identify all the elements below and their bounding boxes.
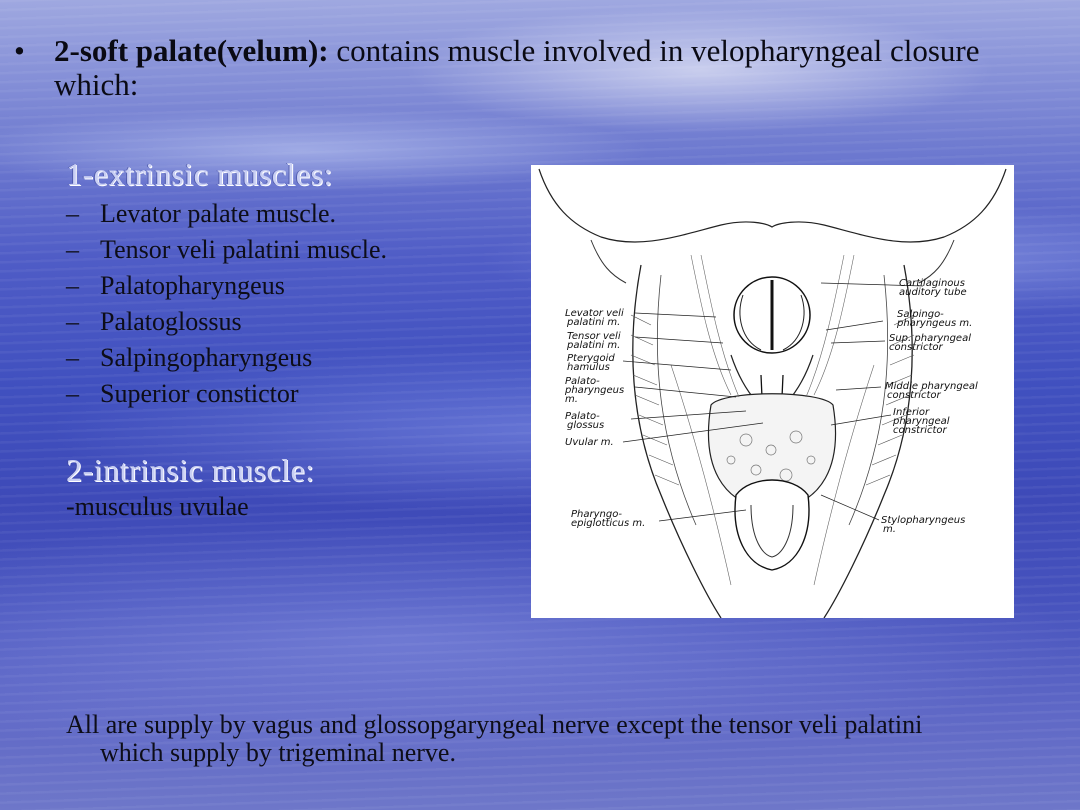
dash-marker: – <box>66 307 79 336</box>
intrinsic-item: -musculus uvulae <box>66 492 249 521</box>
list-item-text: Palatoglossus <box>100 307 242 336</box>
label-pharyngo: Pharyngo- <box>571 509 622 520</box>
dash-marker: – <box>66 199 79 228</box>
label-pterygoid: Pterygoid <box>567 353 615 364</box>
heading-bullet: • <box>14 33 25 68</box>
label-stylopharyngeus-2: m. <box>883 524 896 535</box>
label-tensor-2: palatini m. <box>567 340 621 351</box>
label-middle-pharyngeal: Middle pharyngeal <box>885 381 978 392</box>
list-item-text: Salpingopharyngeus <box>100 343 313 372</box>
footer-note <box>66 711 1066 767</box>
anatomy-illustration <box>531 165 1014 618</box>
label-sup-pharyngeal: Sup. pharyngeal <box>889 333 971 344</box>
extrinsic-title: 1-extrinsic muscles: <box>66 156 333 192</box>
label-sup-pharyngeal-2: constrictor <box>889 342 943 353</box>
label-inferior-3: constrictor <box>893 425 947 436</box>
label-tensor: Tensor veli <box>567 331 621 342</box>
label-cartilaginous-2: auditory tube <box>899 287 967 298</box>
intrinsic-title: 2-intrinsic muscle: <box>66 452 315 488</box>
list-item <box>66 232 387 268</box>
label-palatopharyngeus: Palato- <box>565 376 600 387</box>
anatomy-drawing <box>531 165 1014 618</box>
footer-line-2: which supply by trigeminal nerve. <box>100 738 456 767</box>
label-inferior-2: pharyngeal <box>893 416 950 427</box>
list-item-text: Levator palate muscle. <box>100 199 337 228</box>
list-item-text: Superior constictor <box>100 379 299 408</box>
label-pharyngo-2: epiglotticus m. <box>571 518 646 529</box>
list-item <box>66 304 387 340</box>
dash-marker: – <box>66 235 79 264</box>
list-item <box>66 268 387 304</box>
label-cartilaginous: Cartilaginous <box>899 278 965 289</box>
heading-rest: contains muscle involved in velopharyngeal closure which: <box>54 33 980 102</box>
dash-marker: – <box>66 379 79 408</box>
label-salpingo-2: pharyngeus m. <box>897 318 973 329</box>
label-palatopharyngeus-3: m. <box>565 394 578 405</box>
list-item-text: Palatopharyngeus <box>100 271 285 300</box>
label-levator-2: palatini m. <box>567 317 621 328</box>
label-inferior: Inferior <box>893 407 930 418</box>
list-item <box>66 196 387 232</box>
list-item <box>66 376 387 412</box>
slide-heading <box>14 34 1054 102</box>
extrinsic-list <box>66 196 387 412</box>
label-stylopharyngeus: Stylopharyngeus <box>881 515 966 526</box>
list-item <box>66 340 387 376</box>
label-pterygoid-2: hamulus <box>567 362 610 373</box>
label-palatoglossus: Palato- <box>565 411 600 422</box>
label-salpingo: Salpingo- <box>897 309 944 320</box>
label-levator: Levator veli <box>565 308 624 319</box>
list-item-text: Tensor veli palatini muscle. <box>100 235 387 264</box>
dash-marker: – <box>66 343 79 372</box>
label-palatoglossus-2: glossus <box>567 420 605 431</box>
label-uvular: Uvular m. <box>565 437 614 448</box>
heading-text <box>54 34 1054 102</box>
label-palatopharyngeus-2: pharyngeus <box>565 385 625 396</box>
dash-marker: – <box>66 271 79 300</box>
label-middle-pharyngeal-2: constrictor <box>887 390 941 401</box>
footer-line-1: All are supply by vagus and glossopgaryngeal nerve except the tensor veli palatini <box>66 710 923 739</box>
heading-bold: 2-soft palate(velum): <box>54 33 329 68</box>
